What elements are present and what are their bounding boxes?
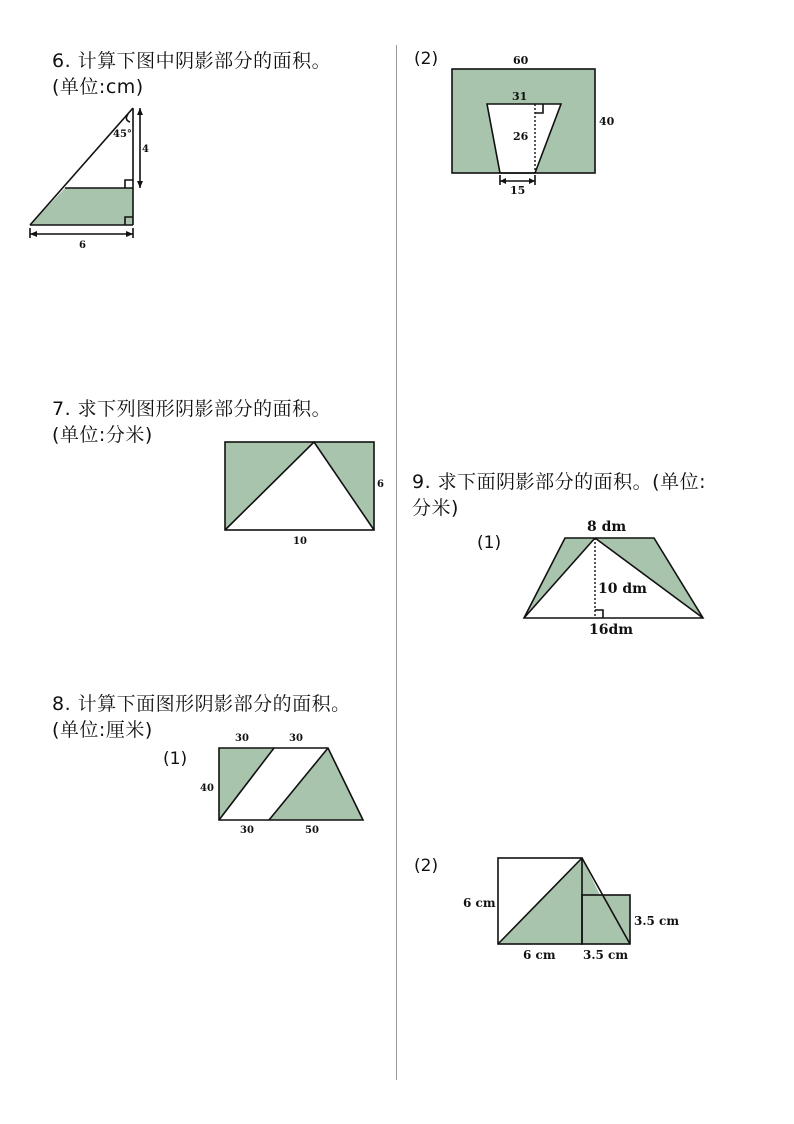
q6-2-right-label: 40	[599, 115, 615, 128]
q9-1-top-label: 8 dm	[587, 519, 627, 535]
q6-angle-label: 45°	[113, 129, 132, 140]
q9-1-figure	[515, 515, 715, 645]
q7-base-label: 10	[293, 536, 307, 547]
q8-marker: (1)	[163, 749, 188, 769]
q8-top-left-label: 30	[235, 733, 249, 744]
q6-2-figure	[450, 54, 620, 204]
q9-2-bottom-left-label: 6 cm	[523, 948, 556, 962]
q9-2-right-label: 3.5 cm	[634, 914, 680, 928]
q8-bottom-right-label: 50	[305, 825, 319, 836]
q7-title: 7. 求下列图形阴影部分的面积。	[52, 398, 332, 420]
q8-top-right-label: 30	[289, 733, 303, 744]
q9-1-bottom-label: 16dm	[589, 622, 634, 638]
q7-figure	[220, 440, 390, 550]
q8-left-label: 40	[200, 783, 214, 794]
q9-2-bottom-right-label: 3.5 cm	[583, 948, 629, 962]
q6-2-inner-height-label: 26	[513, 130, 529, 143]
q9-title-line2: 分米)	[412, 497, 459, 519]
q7-side-label: 6	[377, 479, 384, 490]
q6-figure	[20, 100, 160, 260]
q9-title-line1: 9. 求下面阴影部分的面积。(单位:	[412, 471, 706, 493]
q9-1-height-label: 10 dm	[598, 581, 647, 597]
q9-2-figure	[460, 850, 690, 970]
q8-bottom-left-label: 30	[240, 825, 254, 836]
q8-figure	[195, 728, 375, 843]
q9-2-marker: (2)	[414, 856, 439, 876]
q8-shaded-right	[269, 748, 363, 820]
q6-title: 6. 计算下图中阴影部分的面积。	[52, 50, 332, 72]
q6-angle-arc	[126, 114, 130, 122]
q6-2-inner-bottom-label: 15	[510, 184, 526, 197]
q6-height-label: 4	[142, 144, 149, 155]
q8-unit: (单位:厘米)	[52, 719, 153, 741]
q7-unit: (单位:分米)	[52, 424, 153, 446]
q6-unit: (单位:cm)	[52, 76, 144, 98]
q6-right-angle-mark	[125, 180, 133, 188]
q9-2-left-label: 6 cm	[463, 896, 496, 910]
q9-1-marker: (1)	[477, 533, 502, 553]
q6-2-marker: (2)	[414, 49, 439, 69]
q6-2-inner-top-label: 31	[512, 90, 528, 103]
q6-2-top-label: 60	[513, 54, 529, 67]
q8-title: 8. 计算下面图形阴影部分的面积。	[52, 693, 351, 715]
q6-base-label: 6	[79, 240, 86, 251]
column-divider	[396, 45, 397, 1080]
